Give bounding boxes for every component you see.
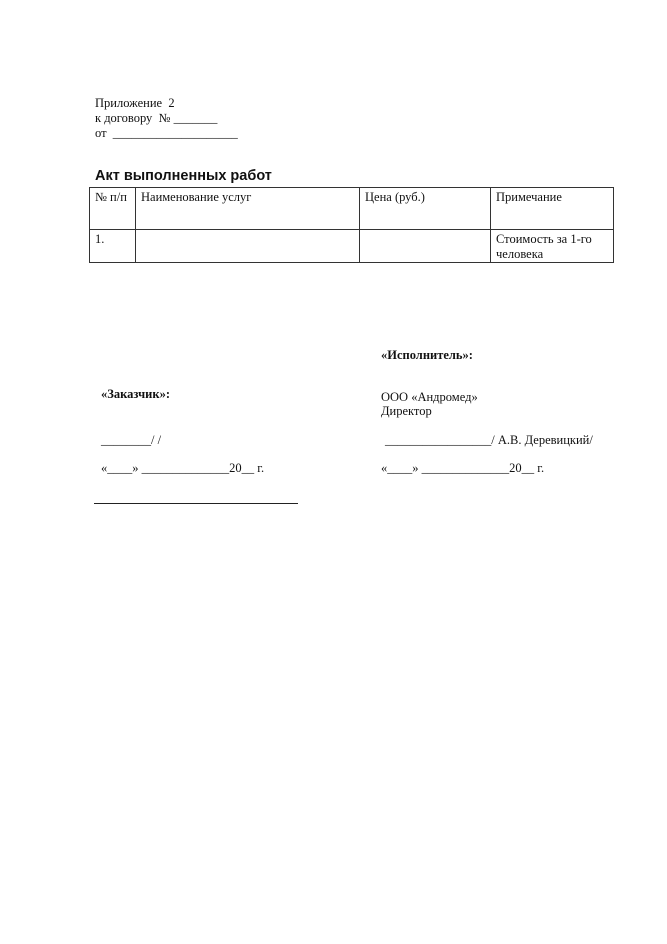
document-title: Акт выполненных работ — [95, 168, 272, 184]
contract-date-line: от ____________________ — [95, 126, 238, 140]
executor-date-line: «____» ______________20__ г. — [381, 461, 545, 475]
bottom-signature-rule — [94, 503, 298, 504]
table-header-row — [90, 188, 614, 230]
table-row — [90, 230, 614, 263]
cell-price — [360, 230, 491, 263]
cell-service — [136, 230, 360, 263]
executor-signature-line: _________________/ А.В. Деревицкий/ — [385, 433, 593, 447]
cell-note: Стоимость за 1-го человека — [491, 230, 614, 263]
column-header-price: Цена (руб.) — [360, 188, 491, 230]
column-header-number: № п/п — [90, 188, 136, 230]
executor-label: «Исполнитель»: — [381, 348, 473, 362]
customer-signature-line: ________/ / — [101, 433, 162, 447]
customer-date-line: «____» ______________20__ г. — [101, 461, 265, 475]
services-table — [89, 187, 614, 263]
contract-number-line: к договору № _______ — [95, 111, 218, 125]
column-header-note: Примечание — [491, 188, 614, 230]
appendix-number: Приложение 2 — [95, 96, 175, 110]
appendix-header — [95, 96, 238, 141]
executor-position: Директор — [381, 404, 432, 418]
executor-org: ООО «Андромед» — [381, 390, 478, 404]
customer-label: «Заказчик»: — [101, 387, 171, 401]
cell-number: 1. — [90, 230, 136, 263]
column-header-service: Наименование услуг — [136, 188, 360, 230]
